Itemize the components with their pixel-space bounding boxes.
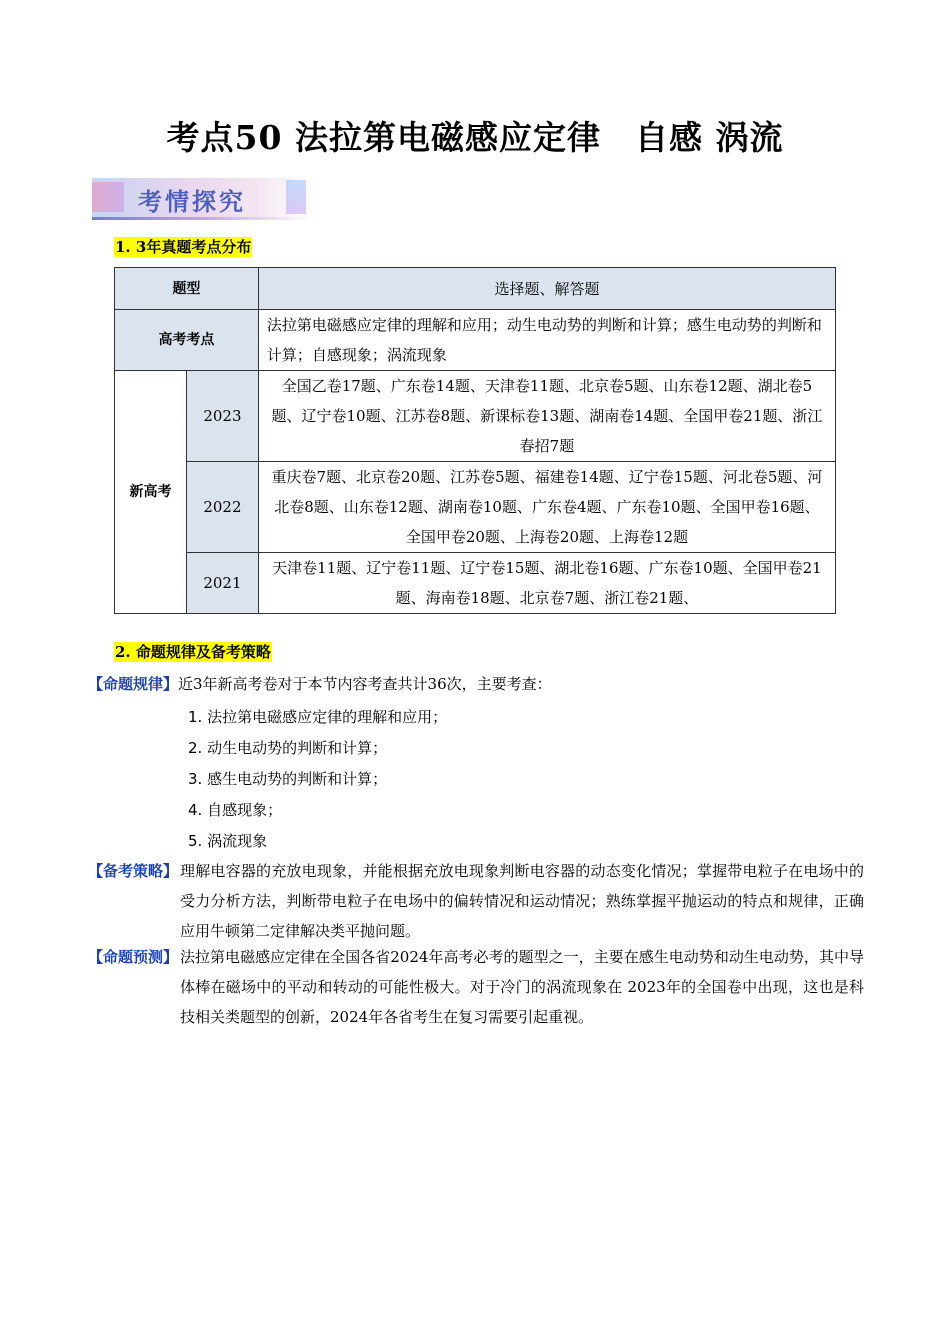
forecast-tag: 【命题预测】 [88,948,179,966]
list-item: 1. 法拉第电磁感应定律的理解和应用； [188,708,448,726]
banner-decoration-left [92,182,124,212]
rules-intro: 近3年新高考卷对于本节内容考查共计36次，主要考查： [178,675,552,693]
year-cell: 2023 [186,371,258,462]
table-row [115,371,836,462]
list-item: 3. 感生电动势的判断和计算； [188,770,388,788]
section2-heading: 2. 命题规律及备考策略 [115,643,271,661]
group-label: 新高考 [115,371,187,614]
rules-tag: 【命题规律】 [88,675,179,693]
strategy-tag: 【备考策略】 [88,862,179,880]
type-label: 题型 [115,268,259,310]
list-item: 2. 动生电动势的判断和计算； [188,739,388,757]
year-cell: 2021 [186,553,258,614]
points-value: 法拉第电磁感应定律的理解和应用；动生电动势的判断和计算；感生电动势的判断和计算；自感现象；涡流现象 [258,310,835,371]
table-row [115,268,836,310]
banner-label: 考情探究 [138,188,246,216]
exam-distribution-table [114,267,836,614]
section-banner [92,178,312,220]
rules-line [88,674,552,694]
strategy-text: 理解电容器的充放电现象，并能根据充放电现象判断电容器的动态变化情况；掌握带电粒子在电场中的受力分析方法，判断带电粒子在电场中的偏转情况和运动情况；熟练掌握平抛运动的特点和规律，正确应用牛顿第二定律解决类平抛问题。 [180,862,864,940]
list-item: 4. 自感现象； [188,801,283,819]
page-title: 考点50 法拉第电磁感应定律 自感 涡流 [166,118,784,157]
papers-cell: 天津卷11题、辽宁卷11题、辽宁卷15题、湖北卷16题、广东卷10题、全国甲卷21题、海南卷18题、北京卷7题、浙江卷21题、 [258,553,835,614]
points-label: 高考考点 [115,310,259,371]
banner-decoration-right [286,180,306,214]
papers-cell: 全国乙卷17题、广东卷14题、天津卷11题、北京卷5题、山东卷12题、湖北卷5题、辽宁卷10题、江苏卷8题、新课标卷13题、湖南卷14题、全国甲卷21题、浙江春招7题 [258,371,835,462]
year-cell: 2022 [186,462,258,553]
section1-heading: 1. 3年真题考点分布 [115,238,252,256]
forecast-text: 法拉第电磁感应定律在全国各省2024年高考必考的题型之一，主要在感生电动势和动生电动势，其中导体棒在磁场中的平动和转动的可能性极大。对于冷门的涡流现象在 2023年的全国卷中出现，这也是科技相关类题型的创新，2024年各省考生在复习需要引起重视。 [180,948,864,1026]
list-item: 5. 涡流现象 [188,832,268,850]
table-row [115,553,836,614]
banner-underline [92,217,312,220]
table-row [115,462,836,553]
table-row [115,310,836,371]
type-value: 选择题、解答题 [258,268,835,310]
papers-cell: 重庆卷7题、北京卷20题、江苏卷5题、福建卷14题、辽宁卷15题、河北卷5题、河北卷8题、山东卷12题、湖南卷10题、广东卷4题、广东卷10题、全国甲卷16题、全国甲卷20题、上海卷20题、上海卷12题 [258,462,835,553]
